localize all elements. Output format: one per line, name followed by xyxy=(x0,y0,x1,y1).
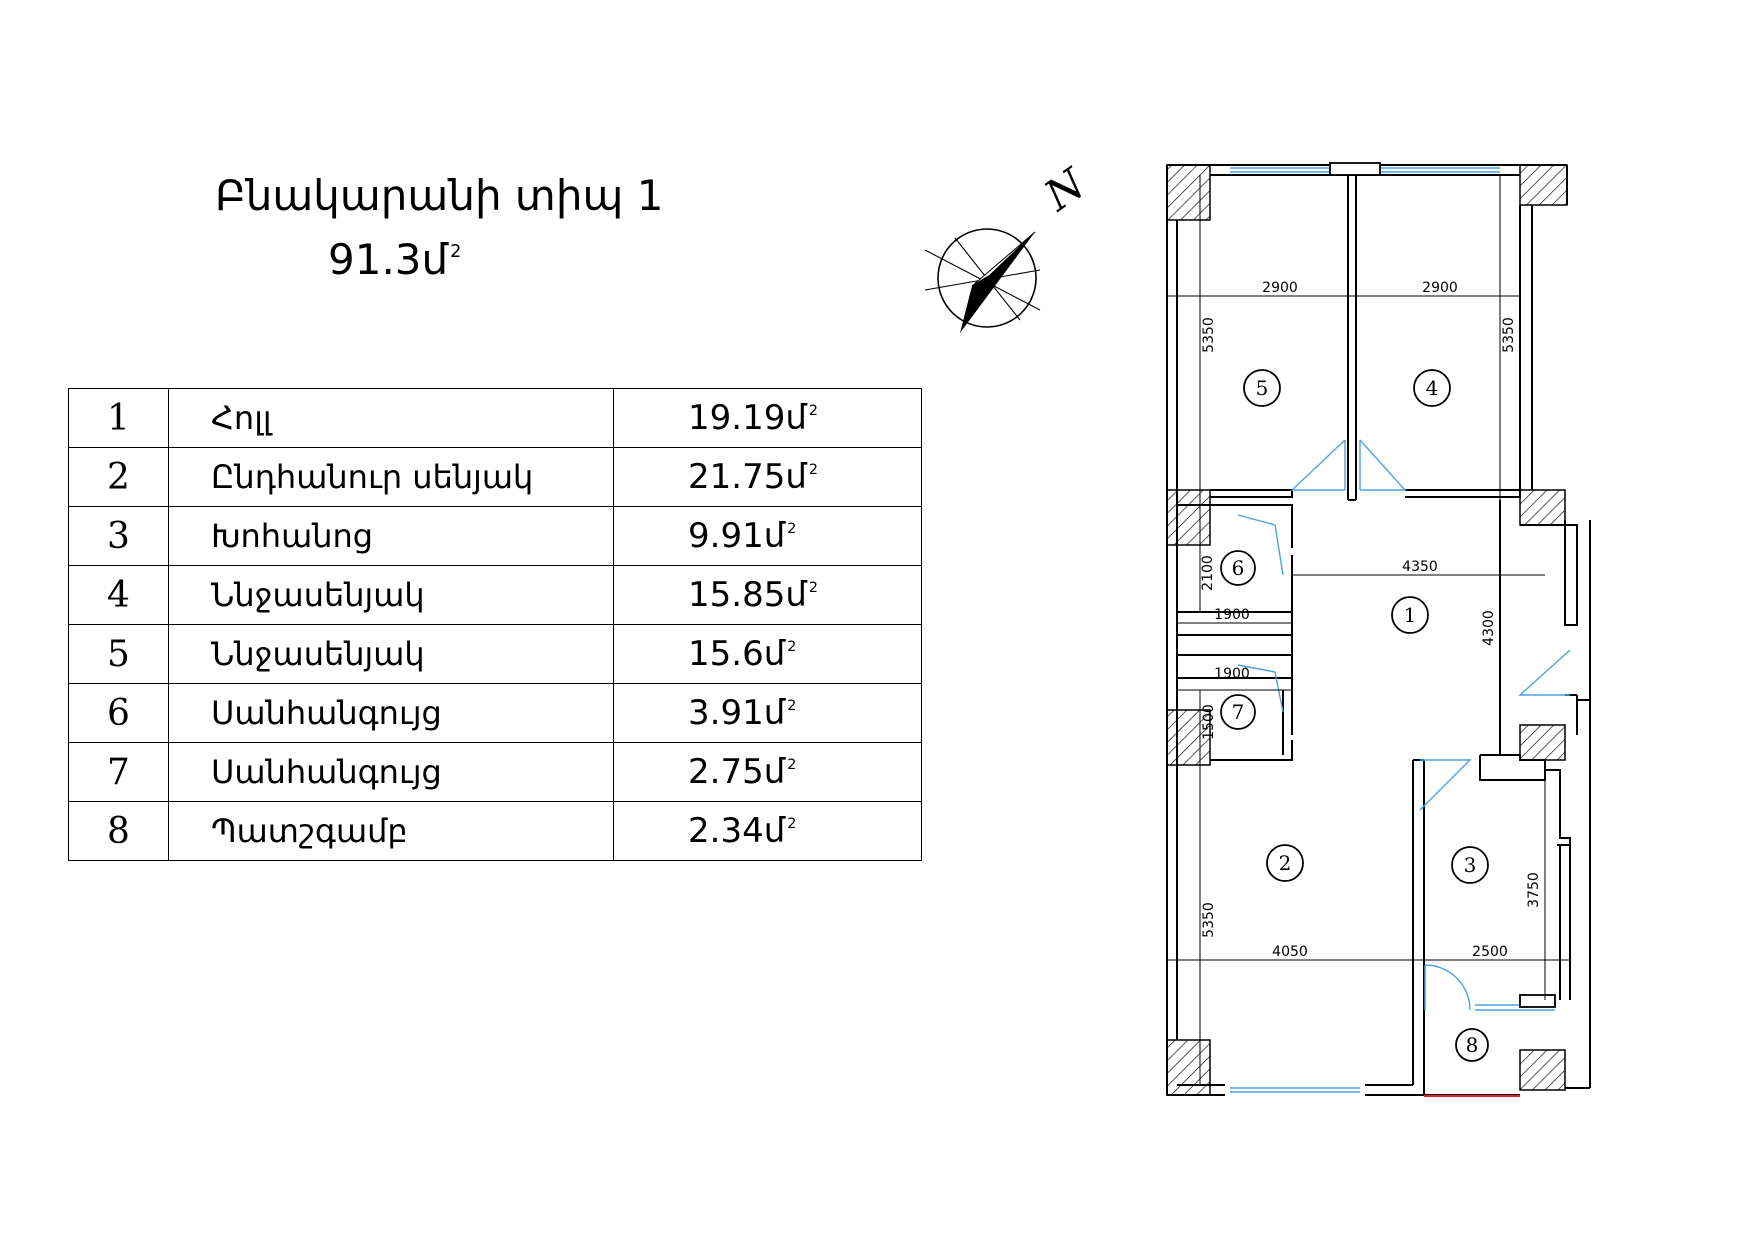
room-name: Խոհանոց xyxy=(169,507,614,566)
room-name: Սանհանգույց xyxy=(169,743,614,802)
room-marker-4 xyxy=(1414,370,1450,406)
room-markers xyxy=(1221,370,1488,1061)
room-marker-1 xyxy=(1392,597,1428,633)
svg-text:7: 7 xyxy=(1231,700,1245,724)
dim-bedroom4-height: 5350 xyxy=(1501,317,1517,353)
room-name: Սանհանգույց xyxy=(169,684,614,743)
dim-living-height: 5350 xyxy=(1201,902,1217,938)
room-number: 5 xyxy=(69,625,169,684)
svg-text:3: 3 xyxy=(1463,853,1477,877)
dim-bath6-height: 2100 xyxy=(1200,555,1216,591)
room-number: 8 xyxy=(69,802,169,861)
room-marker-6 xyxy=(1221,551,1255,585)
north-label: N xyxy=(1035,158,1094,221)
dim-living-width: 4050 xyxy=(1272,944,1308,960)
room-name: Հոլլ xyxy=(169,389,614,448)
total-area: 91.3մ $^2$ xyxy=(328,234,462,284)
dimension-lines xyxy=(1167,175,1570,1085)
plan-title: Բնակարանի տիպ 1 xyxy=(215,171,664,220)
svg-text:8: 8 xyxy=(1465,1033,1479,1057)
room-area: 15.85մ $^2$ xyxy=(614,566,922,625)
room-area: 21.75մ $^2$ xyxy=(614,448,922,507)
room-marker-2 xyxy=(1267,845,1303,881)
room-area: 9.91մ $^2$ xyxy=(614,507,922,566)
north-arrow-compass xyxy=(925,158,1095,333)
svg-text:5: 5 xyxy=(1255,376,1269,400)
dim-kitchen-height: 3750 xyxy=(1526,872,1542,908)
room-number: 6 xyxy=(69,684,169,743)
dim-bedroom5-width: 2900 xyxy=(1262,280,1298,296)
dim-hall-height: 4300 xyxy=(1481,610,1497,646)
room-name: Պատշգամբ xyxy=(169,802,614,861)
svg-text:6: 6 xyxy=(1231,556,1245,580)
room-number: 1 xyxy=(69,389,169,448)
room-name: Ընդհանուր սենյակ xyxy=(169,448,614,507)
dim-bath7-height: 1500 xyxy=(1201,704,1217,740)
room-number: 4 xyxy=(69,566,169,625)
room-number: 2 xyxy=(69,448,169,507)
dim-hall-width: 4350 xyxy=(1402,559,1438,575)
dim-bedroom4-width: 2900 xyxy=(1422,280,1458,296)
room-name: Ննջասենյակ xyxy=(169,566,614,625)
svg-text:4: 4 xyxy=(1425,376,1439,400)
room-marker-3 xyxy=(1452,847,1488,883)
room-number: 3 xyxy=(69,507,169,566)
room-marker-8 xyxy=(1456,1029,1488,1061)
dim-bath6-width: 1900 xyxy=(1214,607,1250,623)
walls xyxy=(1167,165,1590,1095)
svg-text:2: 2 xyxy=(1278,851,1292,875)
svg-text:1: 1 xyxy=(1403,603,1417,627)
room-area: 19.19մ $^2$ xyxy=(614,389,922,448)
room-area: 3.91մ $^2$ xyxy=(614,684,922,743)
dim-bath7-width: 1900 xyxy=(1214,666,1250,682)
dimension-labels xyxy=(1200,280,1542,960)
room-area: 2.75մ $^2$ xyxy=(614,743,922,802)
room-area: 15.6մ $^2$ xyxy=(614,625,922,684)
room-marker-5 xyxy=(1244,370,1280,406)
room-marker-7 xyxy=(1221,695,1255,729)
room-number: 7 xyxy=(69,743,169,802)
dim-bedroom5-height: 5350 xyxy=(1201,317,1217,353)
dim-kitchen-width: 2500 xyxy=(1472,944,1508,960)
room-name: Ննջասենյակ xyxy=(169,625,614,684)
room-area: 2.34մ $^2$ xyxy=(614,802,922,861)
